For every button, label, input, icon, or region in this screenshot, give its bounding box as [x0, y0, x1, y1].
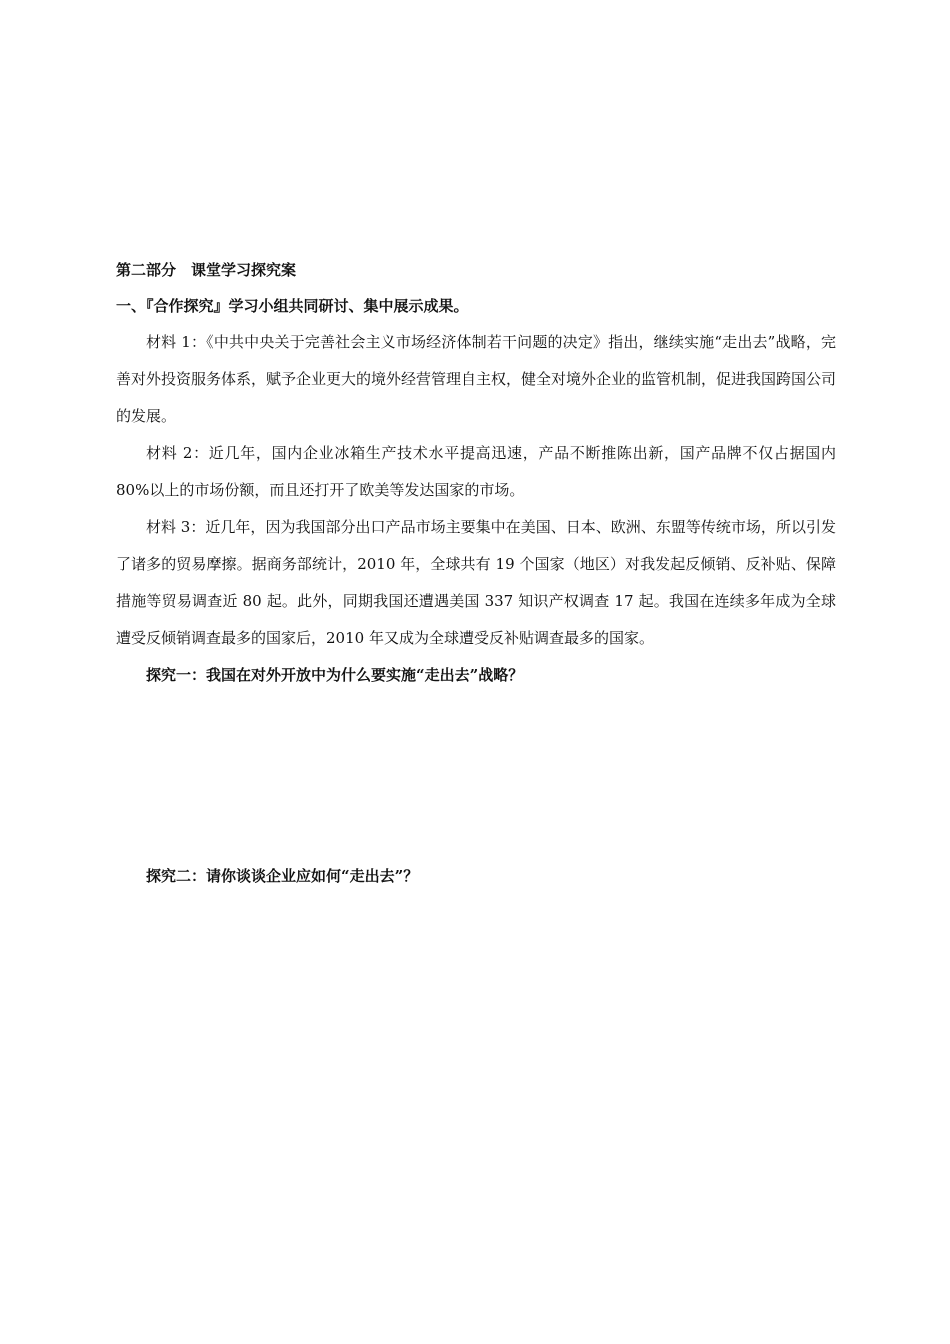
answer-space-question-1	[116, 687, 836, 864]
section-heading: 一、『合作探究』学习小组共同研讨、集中展示成果。	[116, 297, 469, 315]
question-1: 探究一：我国在对外开放中为什么要实施“走出去”战略？	[146, 666, 524, 684]
document-content	[116, 258, 836, 1268]
material-2-paragraph: 材料 2：近几年，国内企业冰箱生产技术水平提高迅速，产品不断推陈出新，国产品牌不仅占据国内 80%以上的市场份额，而且还打开了欧美等发达国家的市场。	[116, 444, 836, 499]
question-2: 探究二：请你谈谈企业应如何“走出去”？	[146, 867, 419, 885]
part-title: 第二部分 课堂学习探究案	[116, 261, 297, 279]
answer-space-question-2	[116, 888, 836, 1268]
material-1-paragraph: 材料 1：《中共中央关于完善社会主义市场经济体制若干问题的决定》指出，继续实施“走出去”战略，完善对外投资服务体系，赋予企业更大的境外经营管理自主权，健全对境外企业的监管机制，促进我国跨国公司的发展。	[116, 333, 837, 425]
material-3-paragraph: 材料 3：近几年，因为我国部分出口产品市场主要集中在美国、日本、欧洲、东盟等传统市场，所以引发了诸多的贸易摩擦。据商务部统计，2010 年，全球共有 19 个国家（地区）对我发起反倾销、反补贴、保障措施等贸易调查近 80 起。此外，同期我国还遭遇美国 337 知识产权调查 17 起。我国在连续多年成为全球遭受反倾销调查最多的国家后，2010 年又成为全球遭受反补贴调查最多的国家。	[116, 518, 836, 647]
